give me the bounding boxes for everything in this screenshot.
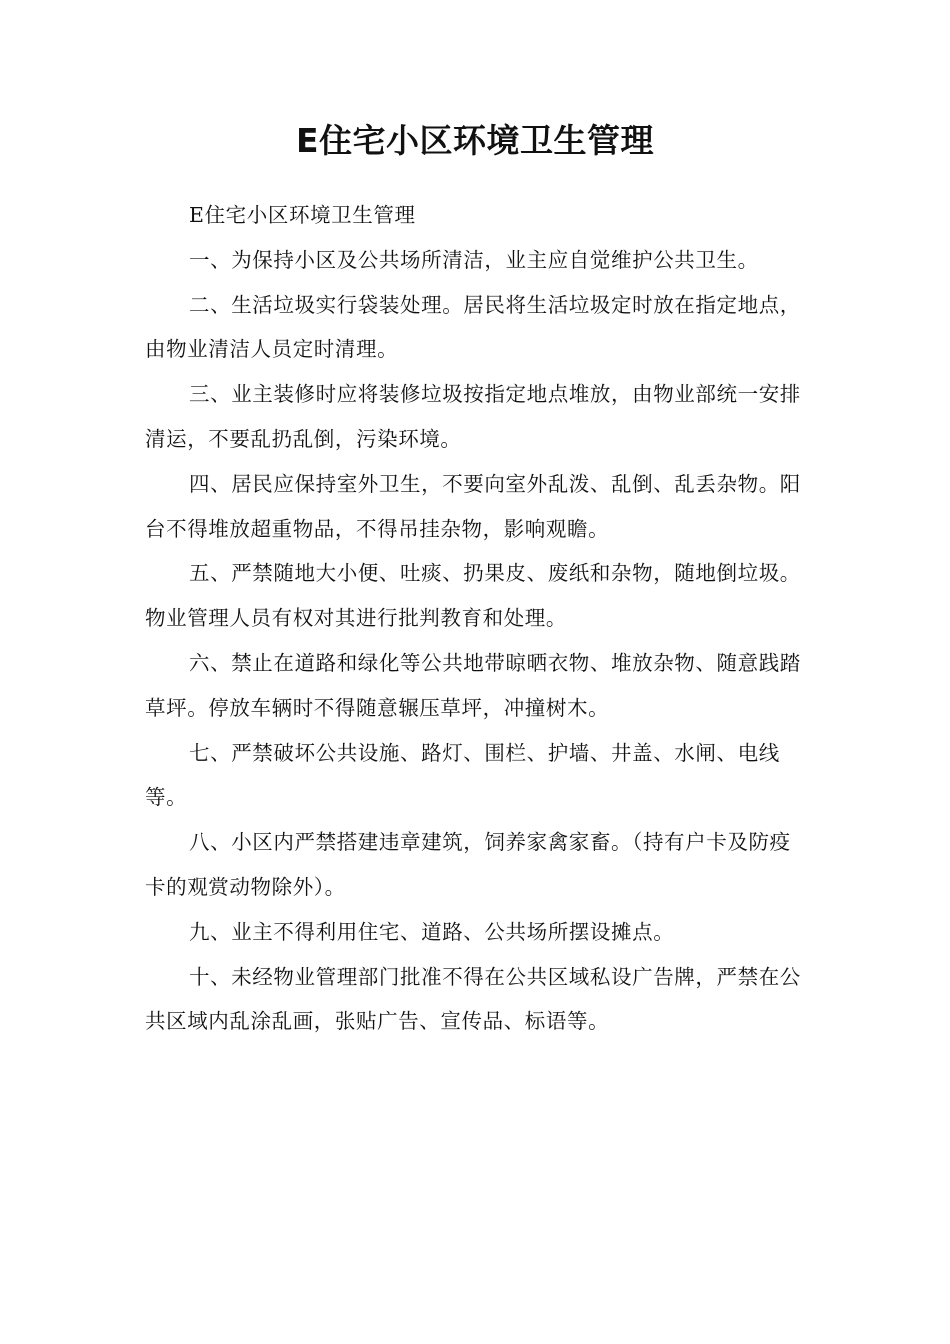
rule-paragraph-3: 三、业主装修时应将装修垃圾按指定地点堆放，由物业部统一安排清运，不要乱扔乱倒，污染环境。 — [145, 382, 801, 451]
rule-paragraph-1: 一、为保持小区及公共场所清洁，业主应自觉维护公共卫生。 — [189, 247, 759, 272]
rule-paragraph-6: 六、禁止在道路和绿化等公共地带晾晒衣物、堆放杂物、随意践踏草坪。停放车辆时不得随意辗压草坪，冲撞树木。 — [145, 650, 801, 720]
document-body — [145, 193, 809, 1044]
subtitle-paragraph: E住宅小区环境卫生管理 — [189, 203, 416, 227]
rule-paragraph-9: 九、业主不得利用住宅、道路、公共场所摆设摊点。 — [189, 919, 675, 944]
rule-paragraph-7: 七、严禁破坏公共设施、路灯、围栏、护墙、井盖、水闸、电线等。 — [145, 740, 780, 810]
rule-paragraph-4: 四、居民应保持室外卫生，不要向室外乱泼、乱倒、乱丢杂物。阳台不得堆放超重物品，不得吊挂杂物，影响观瞻。 — [145, 471, 801, 541]
rule-paragraph-10: 十、未经物业管理部门批准不得在公共区域私设广告牌，严禁在公共区域内乱涂乱画，张贴广告、宣传品、标语等。 — [145, 964, 801, 1034]
rule-paragraph-5: 五、严禁随地大小便、吐痰、扔果皮、废纸和杂物，随地倒垃圾。物业管理人员有权对其进行批判教育和处理。 — [145, 561, 801, 631]
rule-paragraph-2: 二、生活垃圾实行袋装处理。居民将生活垃圾定时放在指定地点，由物业清洁人员定时清理。 — [145, 292, 801, 362]
rule-paragraph-8: 八、小区内严禁搭建违章建筑，饲养家禽家畜。（持有户卡及防疫卡的观赏动物除外）。 — [145, 830, 791, 899]
document-title: E住宅小区环境卫生管理 — [295, 121, 655, 160]
